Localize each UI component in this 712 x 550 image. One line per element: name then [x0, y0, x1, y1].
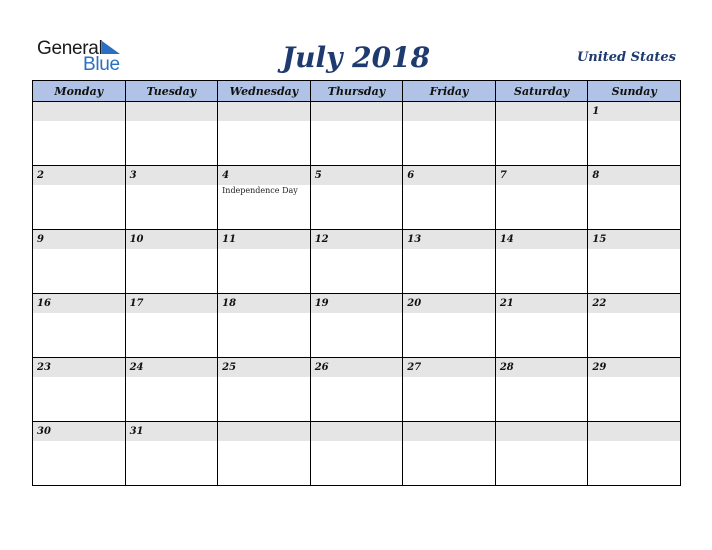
weekday-saturday: Saturday [495, 81, 588, 102]
day-cell-10 [125, 230, 218, 294]
day-number: 11 [222, 234, 237, 245]
day-number-bar [126, 102, 218, 121]
weekday-friday: Friday [403, 81, 496, 102]
week-row [33, 358, 681, 422]
day-number-bar [33, 230, 125, 249]
calendar-title: July 2018 [281, 41, 431, 74]
day-number-bar [218, 102, 310, 121]
day-number: 9 [37, 234, 44, 245]
weekday-sunday: Sunday [588, 81, 681, 102]
week-row [33, 422, 681, 486]
calendar-body [33, 102, 681, 486]
weekday-thursday: Thursday [310, 81, 403, 102]
calendar-grid [32, 80, 681, 486]
empty-day-cell [218, 422, 311, 486]
day-cell-5 [310, 166, 403, 230]
day-number: 1 [592, 106, 600, 117]
day-number-bar [311, 102, 403, 121]
empty-day-cell [495, 422, 588, 486]
day-number-bar [588, 102, 680, 121]
day-number-bar [33, 102, 125, 121]
day-number: 4 [222, 170, 230, 181]
day-cell-28 [495, 358, 588, 422]
day-number: 24 [129, 362, 144, 373]
day-cell-8 [588, 166, 681, 230]
day-number: 8 [592, 170, 600, 181]
week-row [33, 230, 681, 294]
empty-day-cell [125, 102, 218, 166]
day-number: 19 [314, 298, 329, 309]
day-number: 16 [37, 298, 51, 309]
day-cell-12 [310, 230, 403, 294]
day-cell-24 [125, 358, 218, 422]
day-number-bar [311, 166, 403, 185]
day-number: 17 [129, 298, 144, 309]
day-number: 23 [37, 362, 51, 373]
day-number: 6 [407, 170, 415, 181]
day-number-bar [403, 422, 495, 441]
day-cell-14 [495, 230, 588, 294]
day-cell-3 [125, 166, 218, 230]
day-number: 22 [592, 298, 607, 309]
day-cell-21 [495, 294, 588, 358]
week-row [33, 294, 681, 358]
day-number: 5 [314, 170, 322, 181]
country-label: United States [576, 50, 676, 65]
day-number-bar [588, 422, 680, 441]
week-row [33, 166, 681, 230]
day-cell-30 [33, 422, 126, 486]
day-number: 2 [37, 170, 44, 181]
day-cell-11 [218, 230, 311, 294]
holiday-label: Independence Day [222, 186, 298, 195]
day-number-bar [311, 422, 403, 441]
day-number-bar [496, 166, 588, 185]
day-cell-31 [125, 422, 218, 486]
day-cell-20 [403, 294, 496, 358]
empty-day-cell [495, 102, 588, 166]
day-cell-18 [218, 294, 311, 358]
day-number-bar [496, 102, 588, 121]
day-number-bar [496, 422, 588, 441]
empty-day-cell [218, 102, 311, 166]
empty-day-cell [310, 422, 403, 486]
day-number: 12 [314, 234, 329, 245]
empty-day-cell [403, 422, 496, 486]
day-cell-19 [310, 294, 403, 358]
day-number: 21 [499, 298, 514, 309]
weekday-tuesday: Tuesday [125, 81, 218, 102]
day-cell-6 [403, 166, 496, 230]
empty-day-cell [588, 422, 681, 486]
day-number-bar [588, 166, 680, 185]
day-number: 30 [37, 426, 51, 437]
day-cell-7 [495, 166, 588, 230]
day-number-bar [218, 166, 310, 185]
day-number-bar [33, 166, 125, 185]
day-number: 27 [407, 362, 422, 373]
logo-word-blue: Blue [83, 54, 120, 75]
day-cell-13 [403, 230, 496, 294]
day-cell-2 [33, 166, 126, 230]
day-number: 7 [499, 170, 507, 181]
day-cell-23 [33, 358, 126, 422]
day-number: 26 [314, 362, 329, 373]
day-number-bar [403, 166, 495, 185]
day-number: 31 [129, 426, 144, 437]
day-cell-4 [218, 166, 311, 230]
day-number: 29 [592, 362, 607, 373]
day-cell-29 [588, 358, 681, 422]
week-row [33, 102, 681, 166]
day-number-bar [403, 102, 495, 121]
day-cell-27 [403, 358, 496, 422]
weekday-wednesday: Wednesday [218, 81, 311, 102]
day-number: 13 [407, 234, 422, 245]
empty-day-cell [33, 102, 126, 166]
day-number: 25 [222, 362, 237, 373]
day-cell-1 [588, 102, 681, 166]
day-cell-15 [588, 230, 681, 294]
day-cell-9 [33, 230, 126, 294]
day-cell-26 [310, 358, 403, 422]
logo-word-general: General [37, 38, 103, 59]
empty-day-cell [310, 102, 403, 166]
day-number-bar [126, 166, 218, 185]
day-number: 18 [222, 298, 237, 309]
day-number: 28 [499, 362, 514, 373]
day-number: 15 [592, 234, 607, 245]
day-cell-22 [588, 294, 681, 358]
day-number: 10 [129, 234, 144, 245]
weekday-monday: Monday [33, 81, 126, 102]
day-cell-17 [125, 294, 218, 358]
day-cell-16 [33, 294, 126, 358]
day-number: 14 [499, 234, 514, 245]
day-number: 20 [407, 298, 422, 309]
day-number-bar [218, 422, 310, 441]
weekday-header-row [33, 81, 681, 102]
day-cell-25 [218, 358, 311, 422]
day-number: 3 [129, 170, 137, 181]
empty-day-cell [403, 102, 496, 166]
